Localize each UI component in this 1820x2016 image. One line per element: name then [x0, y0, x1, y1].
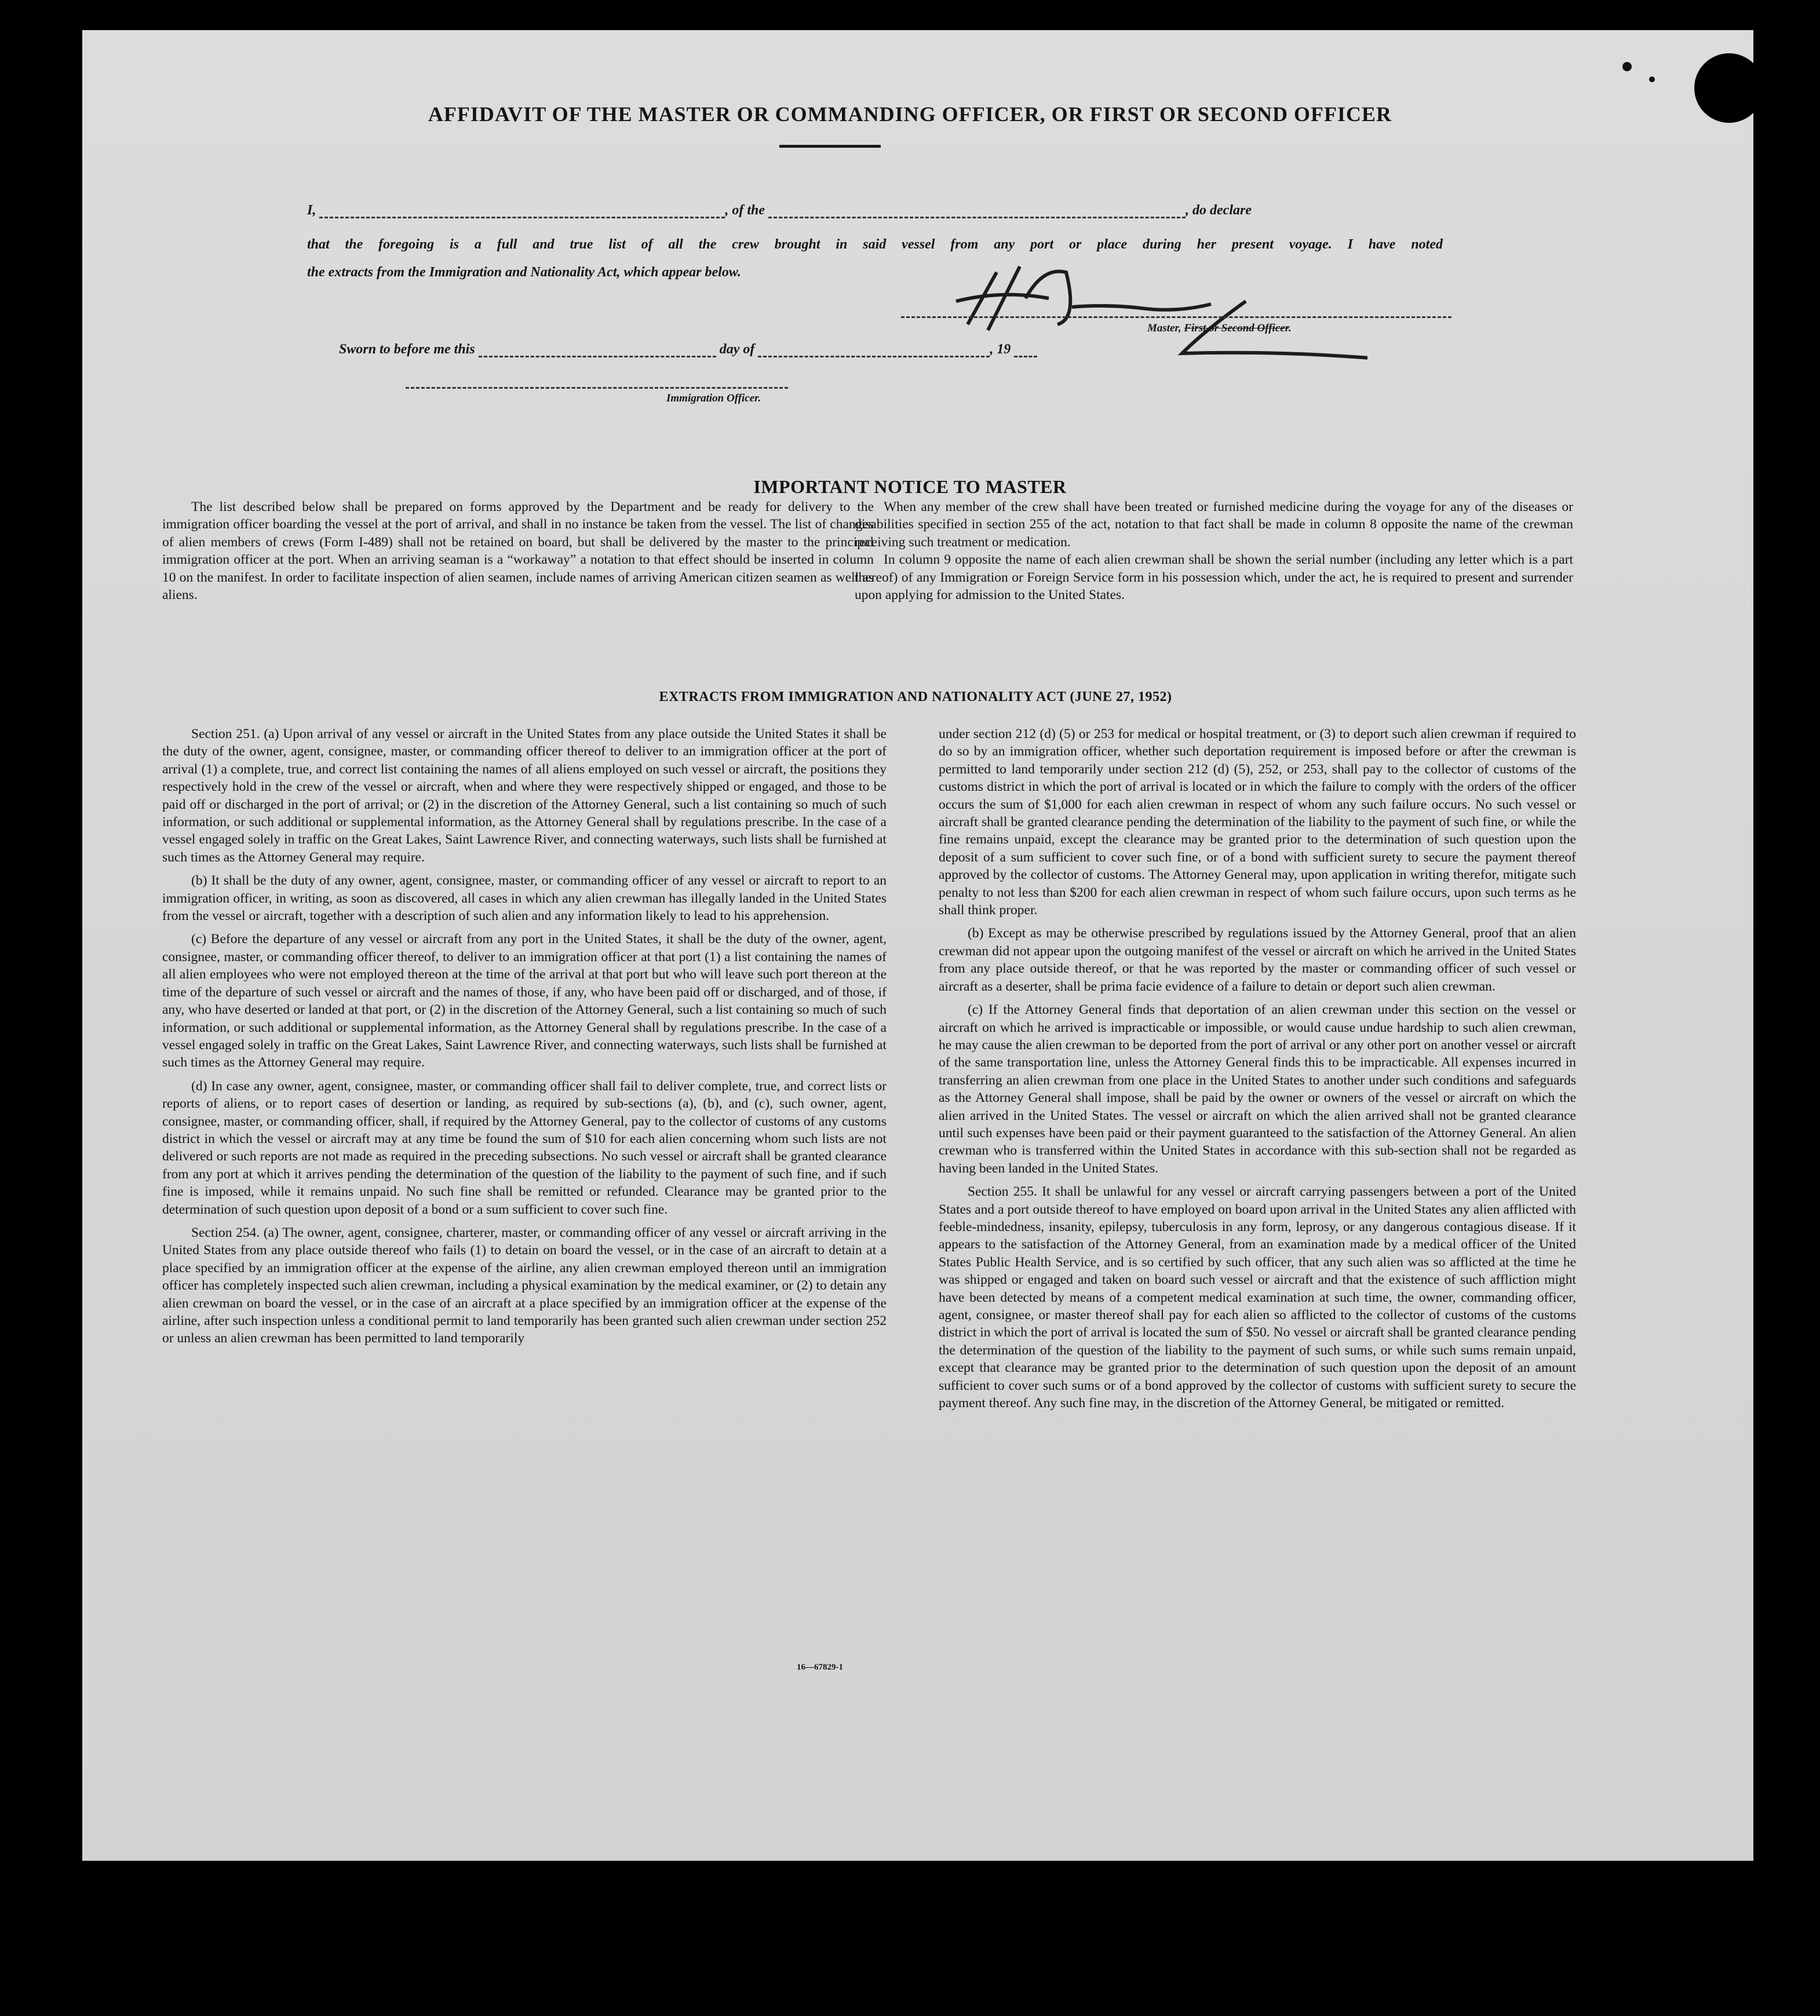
notice-left-column: [162, 498, 874, 609]
day-of-label: day of: [719, 342, 755, 357]
extracts-left-column: [162, 725, 887, 1353]
speck-mark: [1622, 62, 1632, 71]
notice-paragraph: When any member of the crew shall have been treated or furnished medicine during the voyage for any of the diseases or disabilities specified in section 255 of the act, notation to that fact shall be made in column 8 opposite the name of the crewman receiving such treatment or medication.: [855, 499, 1573, 550]
notice-paragraph: In column 9 opposite the name of each alien crewman shall be shown the serial number (including any letter which is a part thereof) of any Immigration or Foreign Service form in his possession which, under the act, he is required to present and surrender upon applying for admission to the United States.: [855, 552, 1573, 603]
signature-caption: [1147, 322, 1292, 335]
extract-paragraph: Section 255. It shall be unlawful for any vessel or aircraft carrying passengers between a port of the United States and a port outside thereof to have employed on board upon arrival in the United States any alien afflicted with feeble-mindedness, insanity, epilepsy, tuberculosis in any form, leprosy, or any dangerous contagious disease. If it appears to the satisfaction of the Attorney General, from an examination made by a medical officer of the United States Public Health Service, and is so certified by such officer, that any such alien was so afflicted at the time he was shipped or engaged and taken on board such vessel or aircraft and that the existence of such affliction might have been detected by means of a competent medical examination at such time, the owner, commanding officer, agent, consignee, or master thereof shall pay for each alien so afflicted to the collector of customs of the customs district in which the port of arrival is located the sum of $50. No vessel or aircraft shall be granted clearance pending the determination of the question of the liability to the payment of such sums, or while such sums remain unpaid, except that clearance may be granted prior to the determination of such question upon the deposit of an amount sufficient to cover such sums or of a bond approved by the collector of customs with sufficient surety to secure the payment thereof. Any such fine may, in the discretion of the Attorney General, be mitigated or remitted.: [939, 1184, 1576, 1411]
signature-line: [901, 316, 1451, 318]
notice-paragraph: The list described below shall be prepared on forms approved by the Department and be ready for delivery to the immigration officer boarding the vessel at the port of arrival, and shall in no instance be taken from the vessel. The list of changes of alien members of crews (Form I-489) shall not be retained on board, but shall be delivered by the master to the principal immigration officer at the port. When an arriving seaman is a “workaway” a notation to that effect should be inserted in column 10 on the manifest. In order to facilitate inspection of alien seamen, include names of arriving American citizen seamen as well as aliens.: [162, 499, 874, 603]
notice-right-column: [855, 498, 1573, 609]
year-blank: [1014, 342, 1037, 357]
extract-paragraph: (c) Before the departure of any vessel or aircraft from any port in the United States, it shall be the duty of the owner, agent, consignee, master, or commanding officer thereof, to deliver to an immigration officer at that port (1) a list containing the names of all alien employees who were not employed thereon at the time of the arrival at that port but who will leave such port thereon at the time of the departure of such vessel or aircraft and the names of those, if any, who have been paid off or discharged, and of those, if any, who have deserted or landed at that port, or (2) in the discretion of the Attorney General, such a list containing so much of such information, or such additional or supplemental information, as the Attorney General shall by regulations prescribe. In the case of a vessel engaged solely in traffic on the Great Lakes, Saint Lawrence River, and connecting waterways, such lists shall be furnished at such times as the Attorney General may require.: [162, 932, 887, 1071]
sworn-label: Sworn to before me this: [339, 342, 475, 357]
year-label: , 19: [990, 342, 1011, 357]
declaration-statement-line2: the extracts from the Immigration and Nationality Act, which appear below.: [307, 265, 741, 280]
extract-paragraph: under section 212 (d) (5) or 253 for medical or hospital treatment, or (3) to deport such alien crewman if required to do so by an immigration officer, whether such deportation requirement is imposed before or after the crewman is permitted to land temporarily under section 212 (d) (5), 252, or 253, shall pay to the collector of customs of the customs district in which the port of arrival is located or in which the failure to comply with the orders of the officer occurs the sum of $1,000 for each alien crewman in respect of whom any such failure occurs. No such vessel or aircraft shall be granted clearance pending the determination of the liability to the payment of such fine, or while the fine remains unpaid, except the clearance may be granted prior to the determination of such question upon the deposit of a sum sufficient to cover such fine, or of a bond with sufficient surety to secure the payment thereof approved by the collector of customs. The Attorney General may, upon application in writing therefor, mitigate such penalty to not less than $200 for each alien crewman in respect of whom such failure occurs, upon such terms as he shall think proper.: [939, 726, 1576, 918]
speck-mark: [1649, 76, 1655, 82]
extract-paragraph: Section 251. (a) Upon arrival of any vessel or aircraft in the United States from any place outside the United States it shall be the duty of the owner, agent, consignee, master, or commanding officer thereof to deliver to an immigration officer at the port of arrival (1) a complete, true, and correct list containing the names of all aliens employed on such vessel or aircraft, the positions they respectively hold in the crew of the vessel or aircraft, when and where they were respectively shipped or engaged, and those to be paid off or discharged in the port of arrival; or (2) in the discretion of the Attorney General, such a list containing so much of such information, or such additional or supplemental information, as the Attorney General shall by regulations prescribe. In the case of a vessel engaged solely in traffic on the Great Lakes, Saint Lawrence River, and connecting waterways, such lists shall be furnished at such times as the Attorney General may require.: [162, 726, 887, 865]
extract-paragraph: (b) It shall be the duty of any owner, agent, consignee, master, or commanding officer of any vessel or aircraft to report to an immigration officer, in writing, as soon as discovered, all cases in which any alien crewman has illegally landed in the United States from the vessel or aircraft, together with a description of such alien and any information likely to lead to his apprehension.: [162, 873, 887, 924]
declaration-row: [307, 203, 1443, 218]
caption-master: Master,: [1147, 322, 1184, 334]
extract-paragraph: (d) In case any owner, agent, consignee, master, or commanding officer shall fail to deliver complete, true, and correct lists or reports of aliens, or to report cases of desertion or landing, as required by sub-sections (a), (b), and (c), such owner, agent, consignee, master, or commanding officer, shall, if required by the Attorney General, pay to the collector of customs of any customs district in which the vessel or aircraft may at any time be found the sum of $10 for each alien concerning whom such lists are not delivered or such reports are not made as required in the preceding subsections. No such vessel or aircraft shall be granted clearance from any port at which it arrives pending the determination of the question of the liability to the payment of such fine, and if such fine is imposed, while it remains unpaid. No such fine shall be remitted or refunded. Clearance may be granted prior to the determination of such question upon deposit of a bond or a sum sufficient to cover such fine.: [162, 1078, 887, 1217]
notice-heading: IMPORTANT NOTICE TO MASTER: [753, 476, 1067, 497]
form-title: AFFIDAVIT OF THE MASTER OR COMMANDING OFFICER, OR FIRST OR SECOND OFFICER: [428, 103, 1392, 126]
do-declare-label: , do declare: [1186, 203, 1252, 218]
officer-caption: Immigration Officer.: [666, 392, 761, 404]
day-blank: [479, 342, 716, 357]
caption-struck-officer: First or Second Officer: [1184, 322, 1289, 334]
caption-period: .: [1289, 322, 1292, 334]
declaration-statement-line1: that the foregoing is a full and true list of all the crew brought in said vessel from any port or place during her present voyage. I have noted: [307, 237, 1443, 252]
month-blank: [758, 342, 990, 357]
extract-paragraph: (b) Except as may be otherwise prescribed by regulations issued by the Attorney General, proof that an alien crewman did not appear upon the outgoing manifest of the vessel or aircraft on which he arrived in the United States from any place outside thereof, or that he was reported by the master or commanding officer of such vessel or aircraft as a deserter, shall be prima facie evidence of a failure to detain or deport such alien crewman.: [939, 926, 1576, 994]
title-rule: [779, 145, 881, 148]
officer-signature-line: [406, 387, 788, 389]
extract-paragraph: (c) If the Attorney General finds that deportation of an alien crewman under this section on the vessel or aircraft on which he arrived is impracticable or impossible, or would cause undue hardship to such alien crewman, he may cause the alien crewman to be deported from the port of arrival or any other port on another vessel or aircraft of the same transportation line, unless the Attorney General finds this to be impracticable. All expenses incurred in transferring an alien crewman from one place in the United States to another under such conditions and safeguards as the Attorney General shall impose, shall be paid by the owner or owners of the vessel or aircraft on which the alien arrived in the United States. The vessel or aircraft on which the alien arrived shall not be granted clearance until such expenses have been paid or their payment guaranteed to the satisfaction of the Attorney General. An alien crewman who is transferred within the United States in accordance with this sub-section shall not be regarded as having been landed in the United States.: [939, 1002, 1576, 1176]
extracts-heading: EXTRACTS FROM IMMIGRATION AND NATIONALITY ACT (JUNE 27, 1952): [659, 689, 1172, 704]
name-blank: [319, 203, 725, 218]
i-label: I,: [307, 203, 316, 218]
form-number: 16—67829-1: [797, 1663, 843, 1672]
of-the-label: , of the: [725, 203, 765, 218]
sworn-row: [339, 342, 1037, 357]
extracts-right-column: [939, 725, 1576, 1418]
extract-paragraph: Section 254. (a) The owner, agent, consignee, charterer, master, or commanding officer of any vessel or aircraft arriving in the United States from any place outside thereof who fails (1) to detain on board the vessel, or in the case of an aircraft to detain at a place specified by an immigration officer at the expense of the airline, any alien crewman employed thereon until an immigration officer has completely inspected such alien crewman, including a physical examination by the medical examiner, or (2) to detain any alien crewman on board the vessel, or in the case of an aircraft at a place specified by an immigration officer at the expense of the airline, after such inspection unless a conditional permit to land temporarily has been granted such alien crewman under section 252 or unless an alien crewman has been permitted to land temporarily: [162, 1225, 887, 1346]
vessel-blank: [768, 203, 1186, 218]
